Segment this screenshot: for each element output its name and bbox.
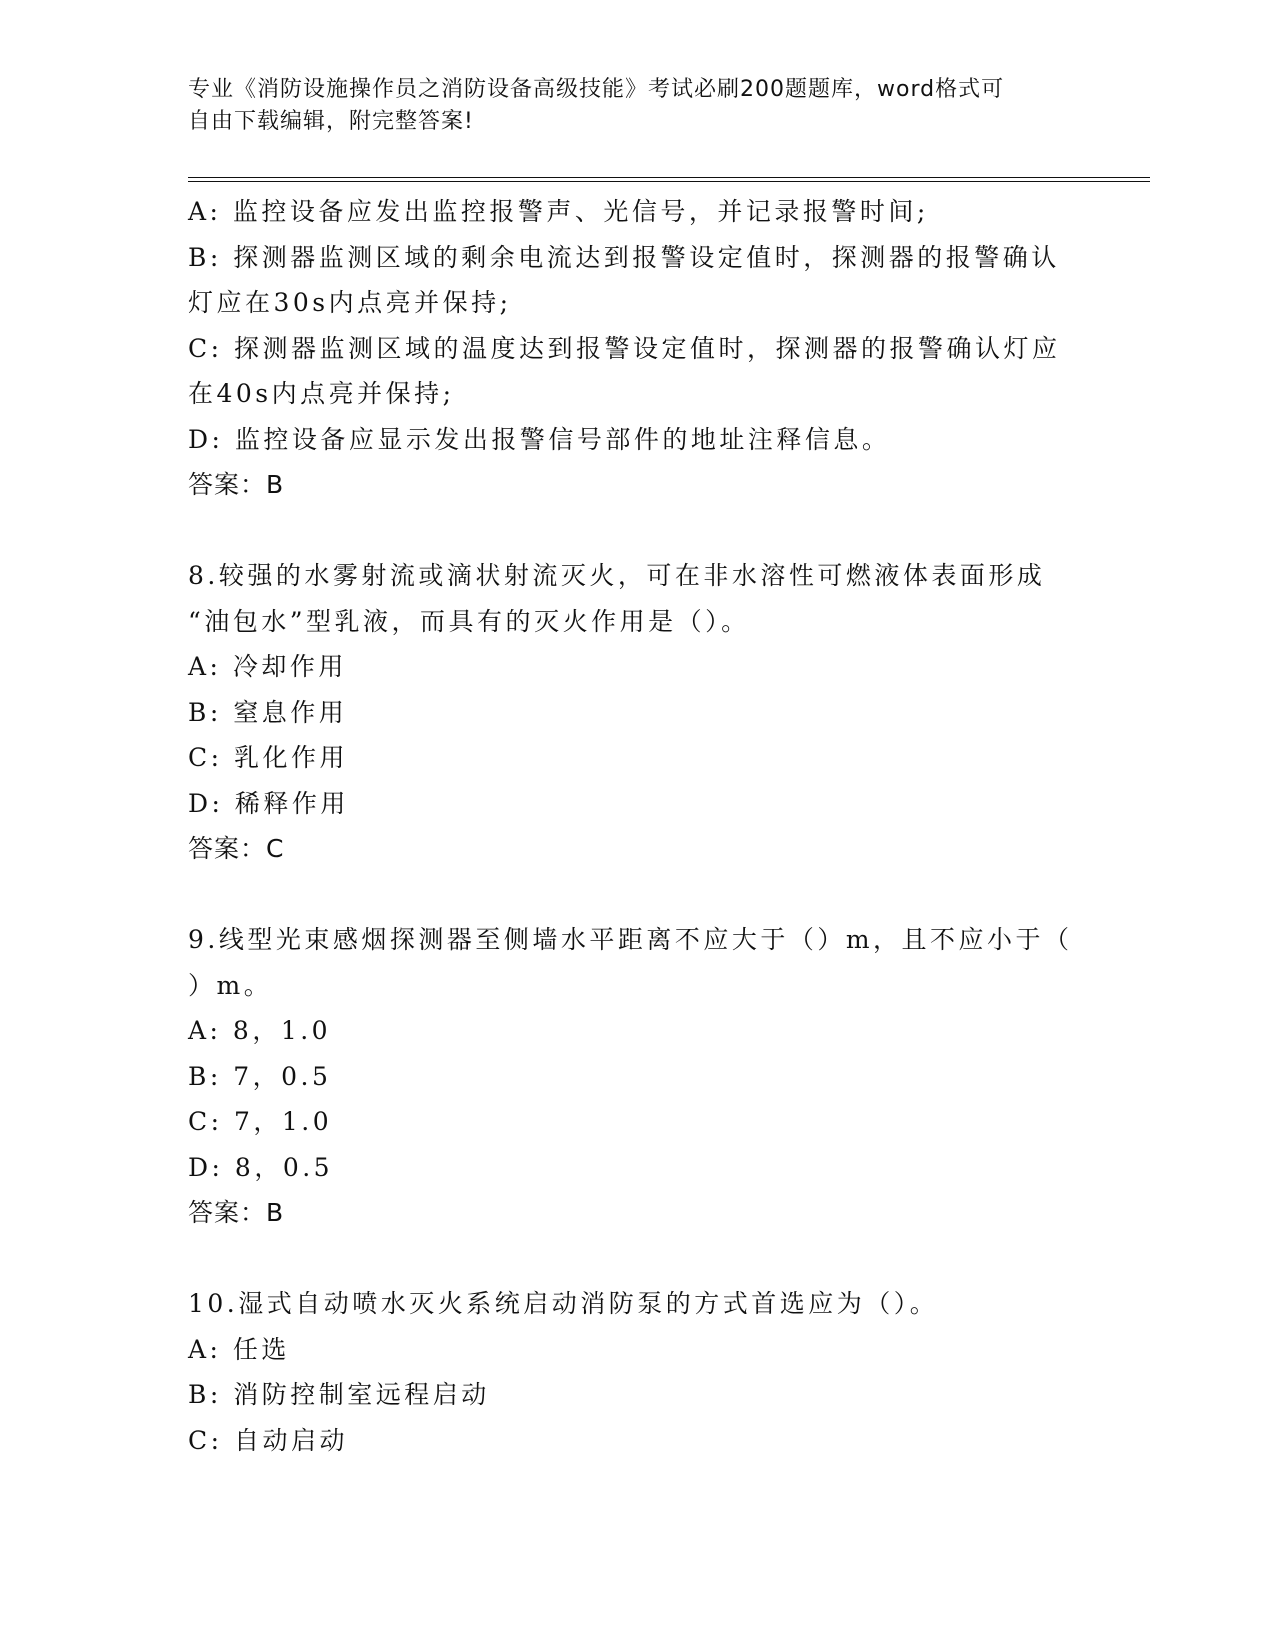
q10-option-c: C: 自动启动 (188, 1425, 348, 1455)
header-title-line-1: 专业《消防设施操作员之消防设备高级技能》考试必刷200题题库，word格式可 (188, 77, 1005, 102)
q10-option-a: A: 任选 (188, 1334, 290, 1364)
q8-option-c: C: 乳化作用 (188, 743, 348, 772)
q9-answer: 答案：B (188, 1198, 285, 1227)
q8-answer: 答案：C (188, 834, 285, 863)
header-divider-bottom (188, 181, 1150, 182)
question-8 (188, 553, 1088, 872)
q7-option-c-line-1: C: 探测器监测区域的温度达到报警设定值时，探测器的报警确认灯应 (188, 333, 1061, 363)
q10-stem-line-1: 10.湿式自动喷水灭火系统启动消防泵的方式首选应为（）。 (188, 1289, 939, 1318)
q7-answer: 答案：B (188, 470, 285, 499)
spacer (188, 1236, 1088, 1282)
question-7 (188, 189, 1088, 508)
q8-option-b: B: 窒息作用 (188, 697, 348, 727)
q8-option-a: A: 冷却作用 (188, 652, 347, 681)
header-divider-top (188, 177, 1150, 178)
document-header (188, 74, 1068, 138)
q9-option-a: A: 8，1.0 (188, 1016, 332, 1045)
q7-option-d: D: 监控设备应显示发出报警信号部件的地址注释信息。 (188, 424, 891, 454)
q9-stem-line-1: 9.线型光束感烟探测器至侧墙水平距离不应大于（）m，且不应小于（ (188, 925, 1073, 954)
q8-option-d: D: 稀释作用 (188, 788, 349, 818)
q8-stem-line-1: 8.较强的水雾射流或滴状射流灭火，可在非水溶性可燃液体表面形成 (188, 561, 1046, 590)
spacer (188, 508, 1088, 554)
q10-option-b: B: 消防控制室远程启动 (188, 1380, 490, 1409)
q7-option-a: A: 监控设备应发出监控报警声、光信号，并记录报警时间; (188, 197, 929, 226)
q9-option-d: D: 8，0.5 (188, 1152, 334, 1182)
q7-option-b-line-1: B: 探测器监测区域的剩余电流达到报警设定值时，探测器的报警确认 (188, 242, 1060, 272)
q9-option-b: B: 7，0.5 (188, 1061, 332, 1091)
question-content (188, 189, 1088, 1463)
question-10 (188, 1281, 1088, 1463)
q8-stem-line-2: “油包水”型乳液，而具有的灭火作用是（）。 (188, 606, 750, 636)
q7-option-b-line-2: 灯应在30s内点亮并保持; (188, 288, 512, 317)
q9-option-c: C: 7，1.0 (188, 1107, 333, 1136)
q7-option-c-line-2: 在40s内点亮并保持; (188, 379, 455, 408)
q9-stem-line-2: ）m。 (188, 970, 273, 1000)
question-9 (188, 917, 1088, 1236)
header-title-line-2: 自由下载编辑，附完整答案! (188, 109, 474, 134)
spacer (188, 872, 1088, 918)
